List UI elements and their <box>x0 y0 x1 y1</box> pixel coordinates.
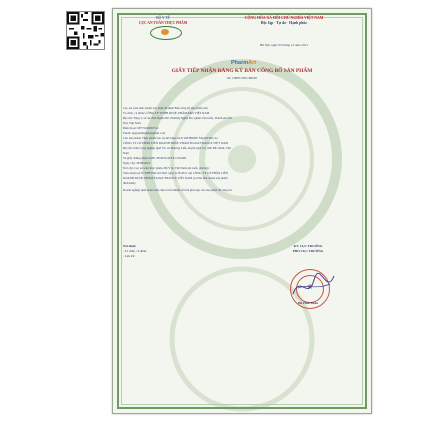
body-line: Nội, Việt Nam <box>123 121 141 125</box>
recipients-title: Nơi nhận: <box>123 244 137 248</box>
body-line: Doanh nghiệp phải hoàn toàn chịu trách nhiệm về tính phù hợp của sản phẩm đã công bố. <box>123 188 233 192</box>
national-header <box>209 17 359 47</box>
body-line: Nam <box>123 151 129 155</box>
body-line: DOANH DƯỢC PHẨM ÉLOGE FRANCE VIỆT NAM (có bản tiêu chuẩn sản phẩm <box>123 176 228 180</box>
issuer-header <box>123 17 203 25</box>
recipient-item: - Tổ chức, cá nhân; <box>123 249 147 253</box>
issue-date: Hà Nội, ngày 03 tháng 12 năm 2021 <box>259 42 309 47</box>
body-line: đính kèm) <box>123 181 136 185</box>
signature-scribble <box>288 266 338 306</box>
brand-logo: PharmArt <box>231 60 257 66</box>
certificate-document <box>112 8 372 414</box>
signer-name: Đỗ Hữu Tuấn <box>298 301 318 305</box>
body-line: Số giấy chứng nhận GMP: 28/2019/ATTP-CNGMP <box>123 156 187 160</box>
body-line: Tổ chức, cá nhân: CÔNG TY TNHH DƯỢC PHẨM E&S VIỆT NAM <box>123 111 210 115</box>
body-line: Địa chỉ: Tầng 2, số 44, Phố Nghĩa Đô, Phường Nghĩa Đô, Quận Cầu Giấy, Thành phố Hà <box>123 116 232 120</box>
body-line: Địa chỉ: Khu Công nghiệp Quế Võ, xã Phương Liễu, huyện Quế Võ, tỉnh Bắc Ninh, Việt <box>123 146 231 150</box>
body-line: Ngày cấp: 30/08/2019 <box>123 161 151 165</box>
document-title: GIẤY TIẾP NHẬN ĐĂNG KÝ BẢN CÔNG BỐ SẢN PHẨM <box>171 68 313 74</box>
nation-name: CỘNG HÒA XÃ HỘI CHỦ NGHĨA VIỆT NAM <box>244 16 324 20</box>
motto: Độc lập - Tự do - Hạnh phúc <box>260 20 308 25</box>
signer-title: KT. CỤC TRƯỞNG <box>293 244 323 248</box>
official-stamp: ★ <box>290 269 330 309</box>
ministry-name: BỘ Y TẾ <box>156 16 170 20</box>
qr-code <box>66 11 105 50</box>
body-line: Cục An toàn thực phẩm xác nhận đã nhận Bản công bố sản phẩm của: <box>123 106 209 110</box>
signer-position: PHÓ CỤC TRƯỞNG <box>292 249 324 253</box>
body-line: Tiêu chuẩn số TCTPHVSK-02:2021 ngày 6/10/2021 của CÔNG TY CỔ PHẦN LIÊN <box>123 171 229 175</box>
recipient-item: - Lưu trữ. <box>123 254 136 258</box>
body-line: Email: nguyenthuyhk@gmail.com <box>123 131 166 135</box>
department-name: CỤC AN TOÀN THỰC PHẨM <box>138 20 188 25</box>
body-line: Cho sản phẩm: Thực phẩm bảo vệ sức khỏe GLUTATHIONE MAXX500; do <box>123 136 218 140</box>
body-line: CÔNG TY CỔ PHẦN LIÊN DOANH DƯỢC PHẨM ÉLOGE FRANCE VIỆT NAM <box>123 141 228 145</box>
department-emblem-icon <box>150 26 182 40</box>
document-number: Số: 10687/2021/ĐKSP <box>226 76 258 80</box>
body-line: Điện thoại: 0977222609 Fax: <box>123 126 159 130</box>
body-line: Nơi cấp: Cục an toàn thực phẩm, Bộ Y tế, Việt Nam sản xuất, phù hợp: <box>123 166 210 170</box>
